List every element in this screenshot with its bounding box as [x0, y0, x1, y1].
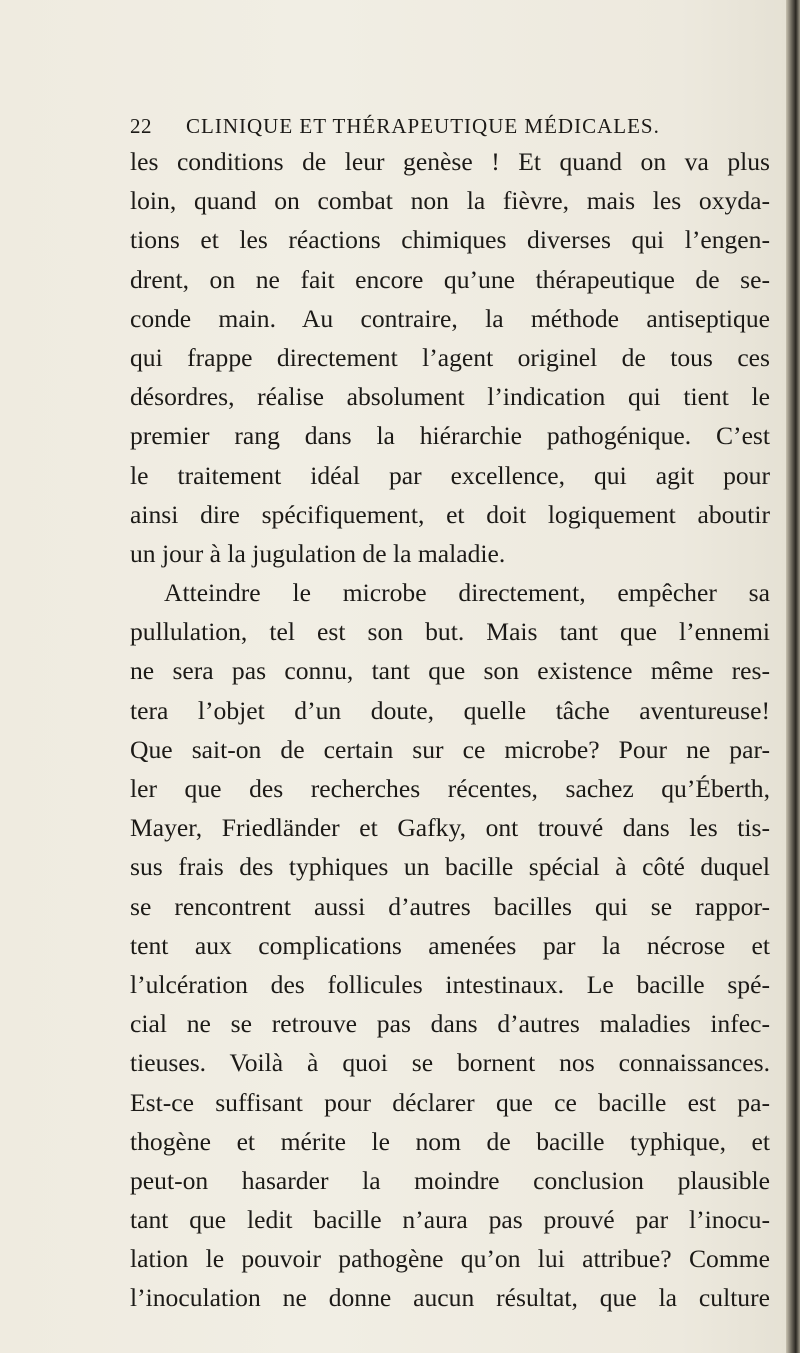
text-line: désordres, réalise absolument l’indication qui tient le — [130, 382, 770, 412]
text-line: lation le pouvoir pathogène qu’on lui attribue? Comme — [130, 1244, 770, 1274]
text-line: les conditions de leur genèse ! Et quand on va plus — [130, 147, 770, 176]
text-line: conde main. Au contraire, la méthode antiseptique — [130, 303, 770, 333]
text-line: l’inoculation ne donne aucun résultat, que la culture — [130, 1283, 770, 1313]
text-line: thogène et mérite le nom de bacille typhique, et — [130, 1126, 770, 1156]
page-edge — [786, 0, 800, 1353]
text-line: ainsi dire spécifiquement, et doit logiquement aboutir — [130, 499, 770, 529]
text-line: Est-ce suffisant pour déclarer que ce bacille est pa- — [130, 1087, 770, 1117]
text-line: le traitement idéal par excellence, qui agit pour — [130, 460, 770, 490]
text-line: loin, quand on combat non la fièvre, mais les oxyda- — [130, 186, 770, 216]
text-line: tions et les réactions chimiques diverses qui l’engen- — [130, 225, 770, 255]
text-line: qui frappe directement l’agent originel de tous ces — [130, 342, 770, 372]
text-line: premier rang dans la hiérarchie pathogénique. C’est — [130, 421, 770, 451]
text-line: Que sait-on de certain sur ce microbe? Pour ne par- — [130, 734, 770, 764]
text-line: tent aux complications amenées par la nécrose et — [130, 930, 770, 960]
running-header — [130, 106, 770, 140]
text-line: tera l’objet d’un doute, quelle tâche aventureuse! — [130, 695, 770, 725]
body-text — [130, 142, 770, 1318]
text-line: drent, on ne fait encore qu’une thérapeutique de se- — [130, 264, 770, 294]
text-line: pullulation, tel est son but. Mais tant que l’ennemi — [130, 617, 770, 647]
running-title: CLINIQUE ET THÉRAPEUTIQUE MÉDICALES. — [186, 114, 660, 138]
text-line: cial ne se retrouve pas dans d’autres maladies infec- — [130, 1009, 770, 1039]
text-line: peut-on hasarder la moindre conclusion plausible — [130, 1165, 770, 1195]
text-line: ler que des recherches récentes, sachez qu’Éberth, — [130, 774, 770, 803]
paragraph-start-line: Atteindre le microbe directement, empêcher sa — [164, 578, 770, 608]
text-line: Mayer, Friedländer et Gafky, ont trouvé dans les tis- — [130, 813, 770, 843]
text-line: tieuses. Voilà à quoi se bornent nos connaissances. — [130, 1048, 770, 1078]
text-line: l’ulcération des follicules intestinaux. Le bacille spé- — [130, 969, 770, 999]
page-number: 22 — [130, 114, 152, 138]
text-line: se rencontrent aussi d’autres bacilles qui se rappor- — [130, 891, 770, 921]
text-line: ne sera pas connu, tant que son existence même res- — [130, 656, 770, 686]
text-line: sus frais des typhiques un bacille spécial à côté duquel — [130, 852, 770, 882]
text-line: tant que ledit bacille n’aura pas prouvé par l’inocu- — [130, 1205, 770, 1235]
paragraph-end-line: un jour à la jugulation de la maladie. — [130, 538, 506, 568]
